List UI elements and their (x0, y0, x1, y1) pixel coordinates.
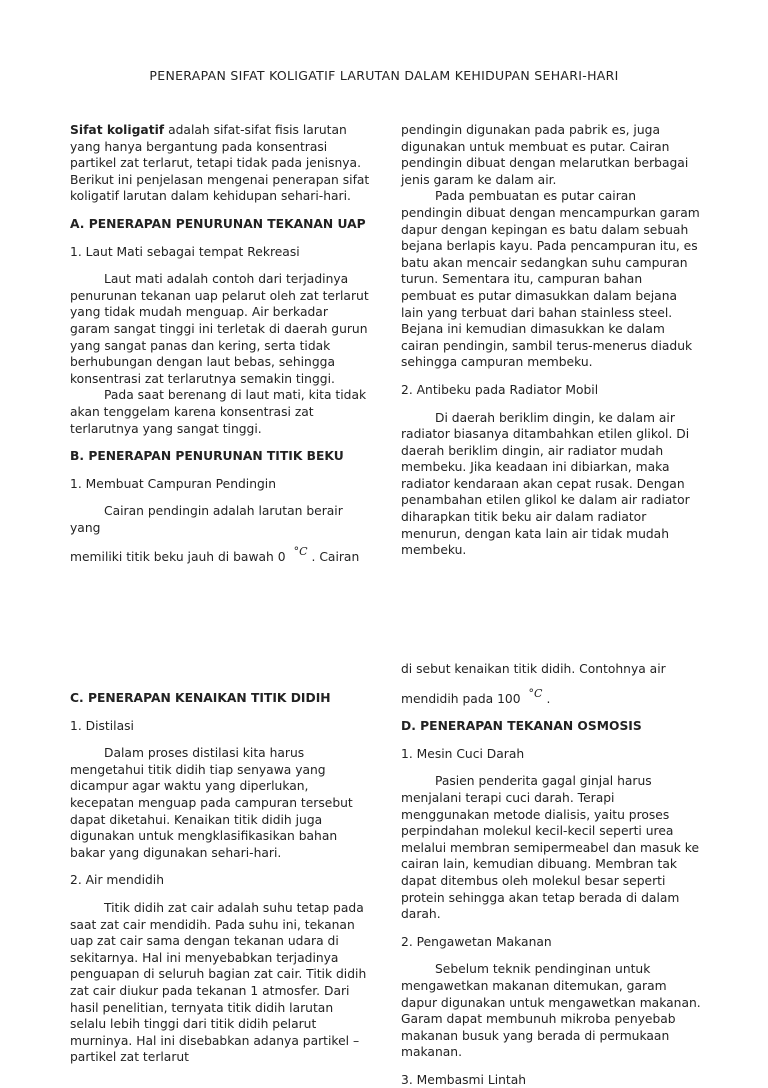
section-b-paragraph1-continued: pendingin digunakan pada pabrik es, juga digunakan untuk membuat es putar. Cairan pendingin dibuat dengan melarutkan berbagai jenis garam ke dalam air. (401, 123, 689, 187)
section-c-item2: 2. Air mendidih (70, 873, 165, 888)
section-b-item2: 2. Antibeku pada Radiator Mobil (401, 382, 599, 397)
section-d-heading: D. PENERAPAN TEKANAN OSMOSIS (401, 719, 642, 734)
section-c-continued-end: . (546, 691, 551, 706)
section-b-paragraph1-text: memiliki titik beku jauh di bawah 0 (70, 550, 286, 565)
section-d-paragraph2: Sebelum teknik pendinginan untuk mengawetkan makanan ditemukan, garam dapur digunakan untuk mengawetkan makanan. Garam dapat membunuh mikroba penyebab makanan busuk yang berada di permukaan makanan. (401, 962, 701, 1060)
page1-left-column (70, 122, 370, 566)
section-c-paragraph2: Titik didih zat cair adalah suhu tetap pada saat zat cair mendidih. Pada suhu ini, tekanan uap zat cair sama dengan tekanan udara di sekitarnya. Hal ini menyebabkan terjadinya penguapan di seluruh bagian zat cair. Titik didih zat cair diukur pada tekanan 1 atmosfer. Dari hasil penelitian, ternyata titik didih larutan selalu lebih tinggi dari titik didih pelarut murninya. Hal ini disebabkan adanya partikel – partikel zat terlarut (70, 900, 367, 1065)
section-c-continued-line1: di sebut kenaikan titik didih. Contohnya air (401, 662, 666, 676)
section-a-item1: 1. Laut Mati sebagai tempat Rekreasi (70, 244, 300, 259)
intro-text: adalah sifat-sifat fisis larutan yang hanya bergantung pada konsentrasi partikel zat terlarut, tetapi tidak pada jenisnya. Berikut ini penjelasan mengenai penerapan sifat koligatif larutan dalam kehidupan sehari-hari. (70, 123, 370, 204)
section-a-paragraph2: Pada saat berenang di laut mati, kita tidak akan tenggelam karena konsentrasi zat terlarutnya yang sangat tinggi. (70, 388, 367, 436)
section-a-heading: A. PENERAPAN PENURUNAN TEKANAN UAP (70, 216, 366, 231)
section-d-item2: 2. Pengawetan Makanan (401, 934, 552, 949)
intro-paragraph (70, 122, 370, 205)
section-c-continued-text: mendidih pada 100 (401, 691, 521, 706)
section-b-heading: B. PENERAPAN PENURUNAN TITIK BEKU (70, 449, 344, 464)
document-title: PENERAPAN SIFAT KOLIGATIF LARUTAN DALAM KEHIDUPAN SEHARI-HARI (149, 68, 619, 83)
section-c-item1: 1. Distilasi (70, 718, 134, 733)
intro-term: Sifat koligatif (70, 123, 165, 137)
section-b-paragraph1-line2 (70, 544, 370, 566)
section-a-paragraph1: Laut mati adalah contoh dari terjadinya penurunan tekanan uap pelarut oleh zat terlarut yang tidak mudah menguap. Air berkadar garam sangat tinggi ini terletak di daerah gurun yang sangat panas dan kering, serta tidak berhubungan dengan laut bebas, sehingga konsentrasi zat terlarutnya semakin tinggi. (70, 272, 369, 386)
page2-left-column (70, 690, 370, 1066)
celsius-unit: °C (528, 686, 543, 700)
section-b-item1: 1. Membuat Campuran Pendingin (70, 476, 277, 491)
section-c-heading: C. PENERAPAN KENAIKAN TITIK DIDIH (70, 691, 331, 705)
section-d-paragraph1: Pasien penderita gagal ginjal harus menjalani terapi cuci darah. Terapi menggunakan metode dialisis, yaitu proses perpindahan molekul kecil-kecil seperti urea melalui membran semipermeabel dan masuk ke cairan lain, kemudian dibuang. Membran tak dapat ditembus oleh molekul besar seperti protein sehingga akan tetap berada di dalam darah. (401, 774, 700, 922)
section-b-paragraph2: Pada pembuatan es putar cairan pendingin dibuat dengan mencampurkan garam dapur dengan kepingan es batu dalam sebuah bejana berlapis kayu. Pada pencampuran itu, es batu akan mencair sedangkan suhu campuran turun. Sementara itu, campuran bahan pembuat es putar dimasukkan dalam bejana lain yang terbuat dari bahan stainless steel. Bejana ini kemudian dimasukkan ke dalam cairan pendingin, sambil terus-menerus diaduk sehingga campuran membeku. (401, 189, 700, 370)
section-b-paragraph1-end: . Cairan (311, 550, 360, 565)
section-c-paragraph1: Dalam proses distilasi kita harus mengetahui titik didih tiap senyawa yang dicampur agar waktu yang diperlukan, kecepatan menguap pada campuran tersebut dapat diketahui. Kenaikan titik didih juga digunakan untuk mengklasifikasikan bahan bakar yang digunakan sehari-hari. (70, 746, 353, 860)
section-d-item1: 1. Mesin Cuci Darah (401, 746, 525, 761)
section-b-paragraph3: Di daerah beriklim dingin, ke dalam air radiator biasanya ditambahkan etilen glikol. Di daerah beriklim dingin, air radiator mudah membeku. Jika keadaan ini dibiarkan, maka radiator kendaraan akan cepat rusak. Dengan penambahan etilen glikol ke dalam air radiator diharapkan titik beku air dalam radiator menurun, dengan kata lain air tidak mudah membeku. (401, 410, 690, 558)
page1-right-column (401, 122, 701, 559)
section-c-continued-line2 (401, 686, 701, 708)
section-b-paragraph1-line1: Cairan pendingin adalah larutan berair yang (70, 504, 343, 535)
section-d-item3: 3. Membasmi Lintah (401, 1072, 527, 1087)
celsius-unit: °C (293, 545, 308, 559)
